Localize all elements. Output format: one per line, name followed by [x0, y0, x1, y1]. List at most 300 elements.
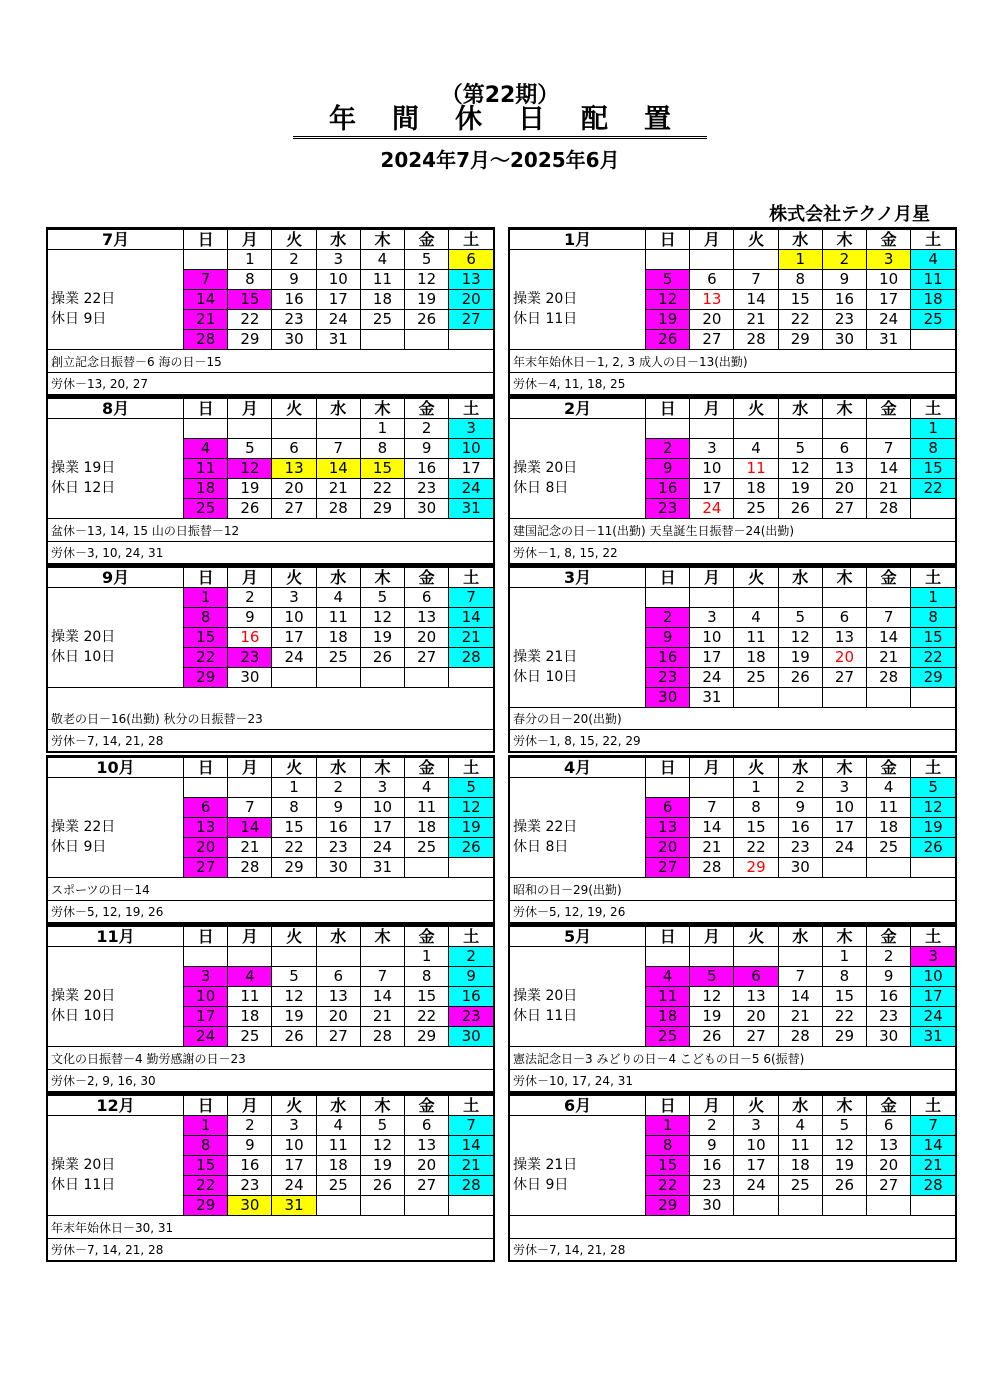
day-cell: 23: [646, 668, 690, 688]
weekday-header: 月: [690, 399, 734, 419]
empty-cell: [360, 947, 404, 967]
day-cell: 16: [690, 1156, 734, 1176]
day-cell: 9: [449, 967, 493, 987]
empty-cell: [734, 588, 778, 608]
day-cell: 2: [822, 250, 866, 270]
day-cell: 12: [778, 628, 822, 648]
day-cell: 4: [405, 778, 449, 798]
empty-cell: [734, 1196, 778, 1216]
day-cell: 2: [646, 608, 690, 628]
weekday-header: 金: [405, 758, 449, 778]
empty-cell: [734, 250, 778, 270]
weekday-header: 火: [734, 758, 778, 778]
holiday-note: 建国記念の日－11(出勤) 天皇誕生日振替－24(出勤): [513, 524, 795, 538]
work-days: 操業 22日: [510, 818, 646, 838]
off-days: 休日 8日: [510, 838, 646, 858]
day-cell: 15: [228, 290, 272, 310]
label-cell: [510, 688, 646, 708]
day-cell: 25: [316, 648, 360, 668]
day-cell: 14: [360, 987, 404, 1007]
day-cell: 17: [911, 987, 955, 1007]
note-divider: [510, 541, 955, 542]
day-cell: 2: [778, 778, 822, 798]
day-cell: 13: [822, 628, 866, 648]
empty-cell: [184, 778, 228, 798]
empty-cell: [184, 947, 228, 967]
day-cell: 8: [734, 798, 778, 818]
day-cell: 28: [228, 858, 272, 878]
day-cell: 19: [360, 628, 404, 648]
day-cell: 23: [316, 838, 360, 858]
label-cell: [48, 608, 184, 628]
day-cell: 16: [646, 479, 690, 499]
empty-cell: [646, 588, 690, 608]
day-cell: 14: [316, 459, 360, 479]
day-cell: 29: [228, 330, 272, 350]
empty-cell: [272, 419, 316, 439]
day-cell: 30: [272, 330, 316, 350]
empty-cell: [360, 330, 404, 350]
empty-cell: [449, 858, 493, 878]
day-cell: 24: [449, 479, 493, 499]
weekday-header: 日: [646, 1096, 690, 1116]
day-cell: 4: [646, 967, 690, 987]
weekday-header: 金: [867, 927, 911, 947]
day-cell: 3: [316, 250, 360, 270]
day-cell: 28: [690, 858, 734, 878]
day-cell: 22: [360, 479, 404, 499]
day-cell: 15: [734, 818, 778, 838]
day-cell: 3: [734, 1116, 778, 1136]
label-cell: [510, 330, 646, 350]
day-cell: 30: [778, 858, 822, 878]
day-cell: 4: [316, 1116, 360, 1136]
holiday-note: スポーツの日－14: [51, 883, 150, 897]
day-cell: 18: [867, 818, 911, 838]
empty-cell: [228, 419, 272, 439]
day-cell: 20: [184, 838, 228, 858]
day-cell: 13: [405, 1136, 449, 1156]
day-cell: 24: [690, 499, 734, 519]
day-cell: 13: [316, 987, 360, 1007]
day-cell: 2: [646, 439, 690, 459]
day-cell: 14: [867, 628, 911, 648]
day-cell: 29: [272, 858, 316, 878]
weekday-header: 金: [867, 1096, 911, 1116]
empty-cell: [867, 1196, 911, 1216]
empty-cell: [449, 1196, 493, 1216]
day-cell: 5: [360, 1116, 404, 1136]
label-cell: [48, 499, 184, 519]
label-cell: [510, 250, 646, 270]
day-cell: 28: [911, 1176, 955, 1196]
day-cell: 11: [316, 1136, 360, 1156]
day-cell: 4: [778, 1116, 822, 1136]
day-cell: 9: [690, 1136, 734, 1156]
label-cell: [510, 778, 646, 798]
day-cell: 23: [405, 479, 449, 499]
day-cell: 5: [822, 1116, 866, 1136]
empty-cell: [646, 947, 690, 967]
month-calendar: [508, 227, 957, 396]
day-cell: 17: [734, 1156, 778, 1176]
empty-cell: [778, 688, 822, 708]
day-cell: 18: [734, 479, 778, 499]
day-cell: 9: [778, 798, 822, 818]
day-cell: 11: [646, 987, 690, 1007]
weekday-header: 金: [405, 568, 449, 588]
day-cell: 31: [690, 688, 734, 708]
note-divider: [510, 900, 955, 901]
day-cell: 20: [690, 310, 734, 330]
weekday-header: 水: [778, 230, 822, 250]
day-cell: 19: [228, 479, 272, 499]
labor-rest-note: 労休－13, 20, 27: [51, 377, 149, 391]
off-days: 休日 11日: [510, 1007, 646, 1027]
day-cell: 30: [646, 688, 690, 708]
weekday-header: 日: [646, 927, 690, 947]
label-cell: [510, 499, 646, 519]
labor-rest-note: 労休－1, 8, 15, 22: [513, 546, 618, 560]
empty-cell: [867, 858, 911, 878]
day-cell: 10: [360, 798, 404, 818]
empty-cell: [272, 668, 316, 688]
day-cell: 25: [734, 668, 778, 688]
day-cell: 30: [316, 858, 360, 878]
day-cell: 22: [911, 648, 955, 668]
empty-cell: [449, 330, 493, 350]
holiday-note: 創立記念日振替－6 海の日－15: [51, 355, 222, 369]
day-cell: 19: [646, 310, 690, 330]
day-cell: 17: [690, 479, 734, 499]
day-cell: 9: [228, 608, 272, 628]
day-cell: 27: [690, 330, 734, 350]
day-cell: 25: [405, 838, 449, 858]
day-cell: 6: [822, 608, 866, 628]
label-cell: [48, 967, 184, 987]
day-cell: 10: [272, 1136, 316, 1156]
day-cell: 19: [911, 818, 955, 838]
day-cell: 20: [405, 1156, 449, 1176]
month-calendar: [46, 1093, 495, 1262]
weekday-header: 日: [646, 399, 690, 419]
day-cell: 21: [228, 838, 272, 858]
work-days: 操業 20日: [48, 1156, 184, 1176]
empty-cell: [405, 668, 449, 688]
day-cell: 2: [272, 250, 316, 270]
day-cell: 2: [228, 588, 272, 608]
weekday-header: 日: [184, 568, 228, 588]
day-cell: 1: [734, 778, 778, 798]
day-cell: 24: [272, 1176, 316, 1196]
day-cell: 1: [184, 1116, 228, 1136]
day-cell: 12: [360, 608, 404, 628]
day-cell: 12: [911, 798, 955, 818]
label-cell: [48, 778, 184, 798]
work-days: 操業 22日: [48, 818, 184, 838]
day-cell: 22: [405, 1007, 449, 1027]
work-days: 操業 22日: [48, 290, 184, 310]
day-cell: 22: [228, 310, 272, 330]
day-cell: 27: [822, 668, 866, 688]
empty-cell: [690, 250, 734, 270]
day-cell: 6: [646, 798, 690, 818]
day-cell: 6: [449, 250, 493, 270]
day-cell: 7: [449, 1116, 493, 1136]
day-cell: 23: [228, 1176, 272, 1196]
off-days: 休日 12日: [48, 479, 184, 499]
day-cell: 5: [360, 588, 404, 608]
day-cell: 7: [449, 588, 493, 608]
empty-cell: [690, 588, 734, 608]
day-cell: 17: [316, 290, 360, 310]
day-cell: 19: [778, 479, 822, 499]
label-cell: [510, 419, 646, 439]
day-cell: 17: [184, 1007, 228, 1027]
work-days: 操業 19日: [48, 459, 184, 479]
weekday-header: 月: [228, 568, 272, 588]
day-cell: 11: [184, 459, 228, 479]
label-cell: [48, 947, 184, 967]
day-cell: 12: [646, 290, 690, 310]
day-cell: 26: [778, 499, 822, 519]
day-cell: 13: [184, 818, 228, 838]
day-cell: 10: [690, 628, 734, 648]
day-cell: 7: [911, 1116, 955, 1136]
weekday-header: 火: [272, 1096, 316, 1116]
day-cell: 24: [360, 838, 404, 858]
empty-cell: [867, 688, 911, 708]
day-cell: 24: [867, 310, 911, 330]
weekday-header: 日: [646, 568, 690, 588]
day-cell: 21: [734, 310, 778, 330]
holiday-note: 盆休－13, 14, 15 山の日振替－12: [51, 524, 240, 538]
day-cell: 26: [822, 1176, 866, 1196]
day-cell: 17: [822, 818, 866, 838]
work-days: 操業 20日: [510, 290, 646, 310]
weekday-header: 木: [360, 399, 404, 419]
day-cell: 12: [690, 987, 734, 1007]
day-cell: 18: [778, 1156, 822, 1176]
label-cell: [510, 608, 646, 628]
day-cell: 3: [449, 419, 493, 439]
day-cell: 10: [184, 987, 228, 1007]
weekday-header: 土: [449, 758, 493, 778]
weekday-header: 金: [405, 399, 449, 419]
day-cell: 5: [228, 439, 272, 459]
weekday-header: 月: [690, 758, 734, 778]
day-cell: 8: [911, 608, 955, 628]
day-cell: 4: [360, 250, 404, 270]
empty-cell: [734, 947, 778, 967]
day-cell: 19: [449, 818, 493, 838]
weekday-header: 土: [449, 1096, 493, 1116]
day-cell: 27: [405, 1176, 449, 1196]
day-cell: 12: [272, 987, 316, 1007]
month-calendar: [46, 396, 495, 565]
day-cell: 24: [316, 310, 360, 330]
month-name: 2月: [510, 399, 646, 419]
weekday-header: 水: [316, 399, 360, 419]
day-cell: 25: [360, 310, 404, 330]
day-cell: 24: [911, 1007, 955, 1027]
day-cell: 16: [316, 818, 360, 838]
weekday-header: 日: [184, 230, 228, 250]
day-cell: 1: [822, 947, 866, 967]
day-cell: 13: [449, 270, 493, 290]
off-days: 休日 8日: [510, 479, 646, 499]
day-cell: 1: [646, 1116, 690, 1136]
day-cell: 22: [734, 838, 778, 858]
label-cell: [48, 798, 184, 818]
day-cell: 27: [272, 499, 316, 519]
day-cell: 7: [690, 798, 734, 818]
day-cell: 9: [405, 439, 449, 459]
day-cell: 27: [449, 310, 493, 330]
weekday-header: 金: [867, 568, 911, 588]
day-cell: 20: [405, 628, 449, 648]
day-cell: 9: [646, 628, 690, 648]
label-cell: [48, 1196, 184, 1216]
day-cell: 25: [778, 1176, 822, 1196]
weekday-header: 土: [911, 1096, 955, 1116]
weekday-header: 火: [734, 568, 778, 588]
weekday-header: 土: [449, 568, 493, 588]
day-cell: 30: [867, 1027, 911, 1047]
day-cell: 18: [360, 290, 404, 310]
day-cell: 16: [272, 290, 316, 310]
day-cell: 25: [734, 499, 778, 519]
empty-cell: [911, 499, 955, 519]
day-cell: 6: [272, 439, 316, 459]
empty-cell: [867, 588, 911, 608]
day-cell: 7: [360, 967, 404, 987]
day-cell: 8: [646, 1136, 690, 1156]
day-cell: 19: [272, 1007, 316, 1027]
day-cell: 12: [405, 270, 449, 290]
note-divider: [510, 1069, 955, 1070]
day-cell: 7: [867, 439, 911, 459]
empty-cell: [690, 947, 734, 967]
day-cell: 14: [449, 1136, 493, 1156]
labor-rest-note: 労休－4, 11, 18, 25: [513, 377, 626, 391]
day-cell: 16: [405, 459, 449, 479]
day-cell: 23: [867, 1007, 911, 1027]
weekday-header: 木: [360, 568, 404, 588]
day-cell: 31: [360, 858, 404, 878]
labor-rest-note: 労休－10, 17, 24, 31: [513, 1074, 633, 1088]
weekday-header: 月: [690, 568, 734, 588]
day-cell: 29: [734, 858, 778, 878]
weekday-header: 木: [822, 230, 866, 250]
labor-rest-note: 労休－2, 9, 16, 30: [51, 1074, 156, 1088]
day-cell: 26: [911, 838, 955, 858]
day-cell: 26: [778, 668, 822, 688]
day-cell: 19: [778, 648, 822, 668]
month-calendar: [508, 565, 957, 753]
day-cell: 28: [449, 1176, 493, 1196]
day-cell: 11: [228, 987, 272, 1007]
day-cell: 15: [405, 987, 449, 1007]
day-cell: 27: [646, 858, 690, 878]
day-cell: 3: [911, 947, 955, 967]
day-cell: 16: [867, 987, 911, 1007]
weekday-header: 金: [405, 927, 449, 947]
labor-rest-note: 労休－7, 14, 21, 28: [513, 1243, 626, 1257]
day-cell: 18: [316, 628, 360, 648]
day-cell: 25: [911, 310, 955, 330]
day-cell: 29: [778, 330, 822, 350]
day-cell: 28: [316, 499, 360, 519]
day-cell: 3: [184, 967, 228, 987]
day-cell: 2: [405, 419, 449, 439]
day-cell: 17: [272, 1156, 316, 1176]
day-cell: 10: [822, 798, 866, 818]
day-cell: 9: [646, 459, 690, 479]
month-name: 5月: [510, 927, 646, 947]
day-cell: 14: [867, 459, 911, 479]
day-cell: 11: [911, 270, 955, 290]
day-cell: 31: [449, 499, 493, 519]
day-cell: 10: [272, 608, 316, 628]
month-name: 9月: [48, 568, 184, 588]
day-cell: 30: [690, 1196, 734, 1216]
day-cell: 8: [184, 608, 228, 628]
day-cell: 13: [405, 608, 449, 628]
day-cell: 8: [822, 967, 866, 987]
day-cell: 18: [184, 479, 228, 499]
day-cell: 28: [867, 668, 911, 688]
day-cell: 25: [228, 1027, 272, 1047]
day-cell: 2: [867, 947, 911, 967]
day-cell: 13: [867, 1136, 911, 1156]
day-cell: 1: [911, 419, 955, 439]
day-cell: 20: [867, 1156, 911, 1176]
day-cell: 17: [867, 290, 911, 310]
empty-cell: [822, 588, 866, 608]
day-cell: 14: [911, 1136, 955, 1156]
day-cell: 16: [228, 628, 272, 648]
day-cell: 12: [228, 459, 272, 479]
weekday-header: 火: [272, 758, 316, 778]
day-cell: 20: [734, 1007, 778, 1027]
weekday-header: 日: [646, 230, 690, 250]
day-cell: 18: [734, 648, 778, 668]
day-cell: 9: [867, 967, 911, 987]
off-days: 休日 11日: [510, 310, 646, 330]
day-cell: 2: [228, 1116, 272, 1136]
day-cell: 4: [867, 778, 911, 798]
month-calendar: [46, 565, 495, 753]
weekday-header: 土: [911, 568, 955, 588]
day-cell: 4: [911, 250, 955, 270]
month-name: 11月: [48, 927, 184, 947]
date-range: 2024年7月～2025年6月: [380, 148, 620, 172]
day-cell: 20: [272, 479, 316, 499]
weekday-header: 金: [405, 1096, 449, 1116]
day-cell: 21: [449, 628, 493, 648]
day-cell: 6: [405, 588, 449, 608]
day-cell: 24: [734, 1176, 778, 1196]
label-cell: [48, 250, 184, 270]
weekday-header: 水: [778, 568, 822, 588]
day-cell: 16: [449, 987, 493, 1007]
day-cell: 27: [405, 648, 449, 668]
day-cell: 4: [184, 439, 228, 459]
labor-rest-note: 労休－5, 12, 19, 26: [513, 905, 626, 919]
day-cell: 29: [184, 1196, 228, 1216]
day-cell: 4: [228, 967, 272, 987]
